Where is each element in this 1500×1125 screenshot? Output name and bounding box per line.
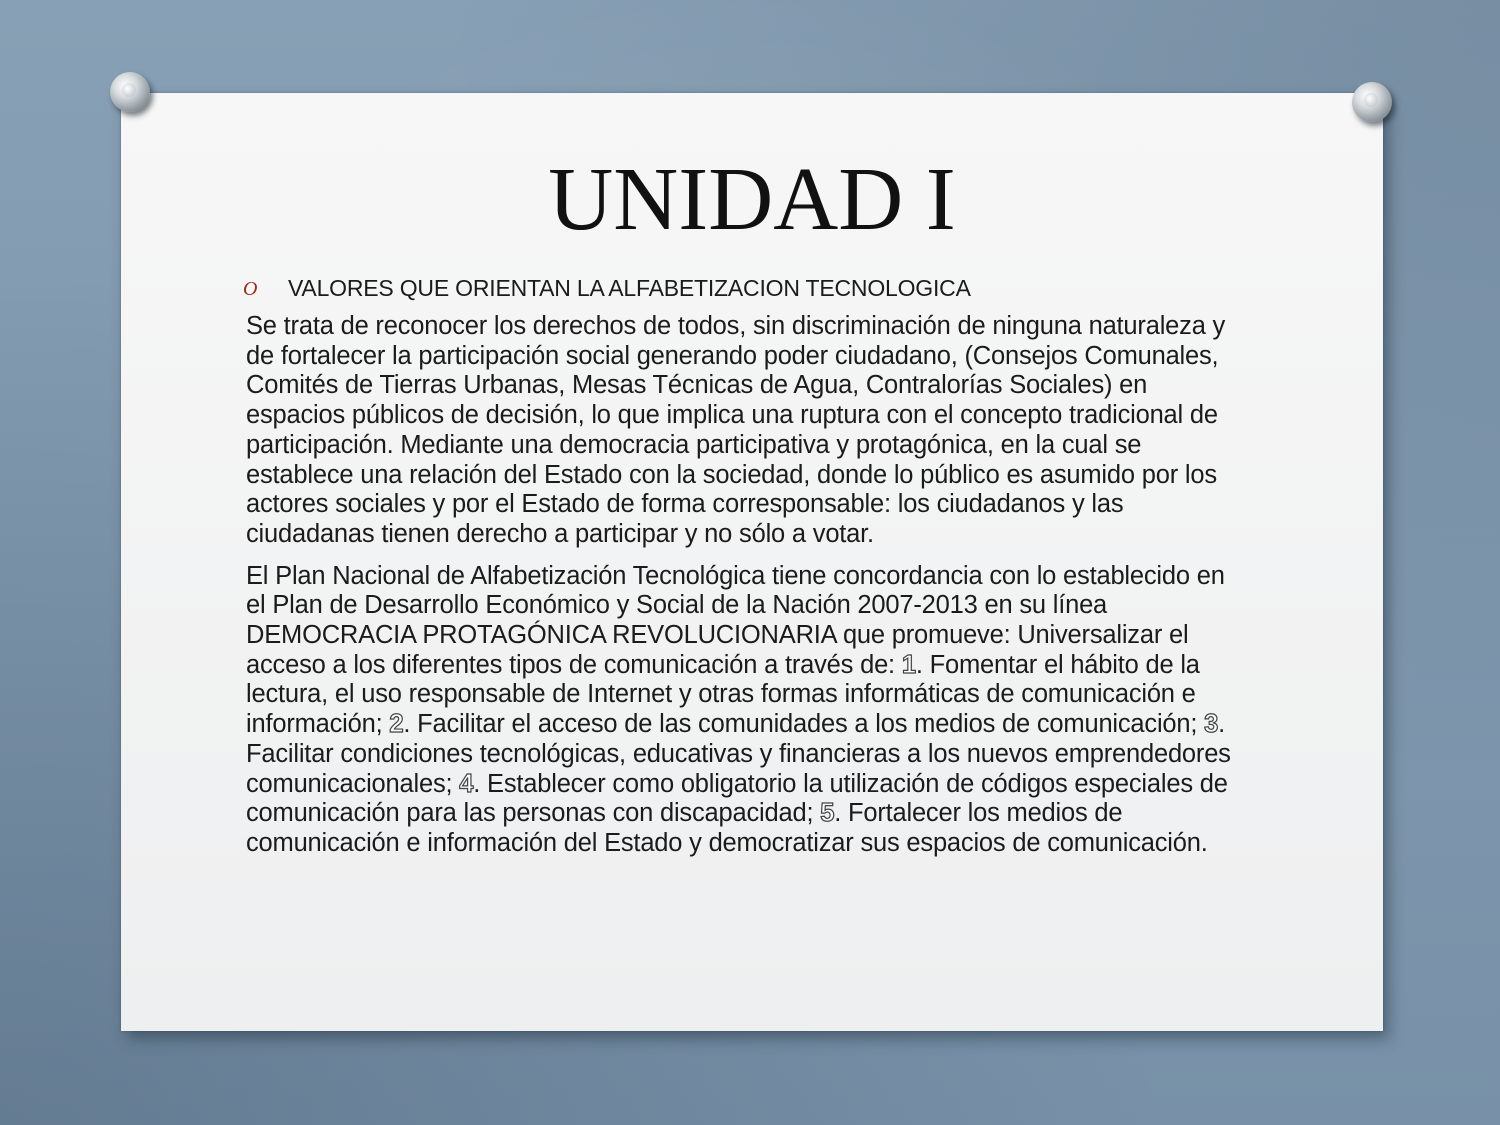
list-item-text: . Facilitar el acceso de las comunidades a los medios de comunicación; — [403, 710, 1205, 739]
pushpin-right-icon — [1352, 82, 1392, 122]
slide-title: UNIDAD I — [548, 150, 956, 249]
list-number: 3 — [1204, 710, 1219, 739]
paragraph-plan-intro: El Plan Nacional de Alfabetización Tecnológica tiene concordancia con lo establecido en el Plan de Desarrollo Económico y Social de la Nación 2007-2013 en su línea DEMOCRACIA PROTAGÓNICA REVOLUCIONARIA que promueve: Universalizar el acceso a los diferentes tipos de comunicación a través de: — [246, 561, 1225, 679]
list-number: 2 — [389, 710, 404, 739]
bullet-item — [243, 272, 1236, 304]
paragraph-plan — [246, 562, 1236, 859]
pushpin-left-icon — [110, 72, 150, 112]
list-item-text: . Facilitar condiciones tecnológicas, educativas y financieras a los nuevos emprendedores comunicacionales; — [246, 710, 1231, 798]
list-item-text: . Fomentar el hábito de la lectura, el uso responsable de Internet y otras formas informáticas de comunicación e información; — [246, 650, 1200, 739]
list-number: 4 — [459, 769, 474, 798]
slide-content — [243, 272, 1236, 871]
list-number: 5 — [820, 799, 835, 828]
paragraph-values: Se trata de reconocer los derechos de todos, sin discriminación de ninguna naturaleza y de fortalecer la participación social generando poder ciudadano, (Consejos Comunales, Comités de Tierras Urbanas, Mesas Técnicas de Agua, Contralorías Sociales) en espacios públicos de decisión, lo que implica una ruptura con el concepto tradicional de participación. Mediante una democracia participativa y protagónica, en la cual se establece una relación del Estado con la sociedad, donde lo público es asumido por los actores sociales y por el Estado de forma corresponsable: los ciudadanos y las ciudadanas tienen derecho a participar y no sólo a votar. — [246, 312, 1226, 548]
list-item-text: . Fortalecer los medios de comunicación e información del Estado y democratizar sus espacios de comunicación. — [246, 799, 1208, 857]
bullet-marker-icon: O — [243, 278, 258, 300]
bullet-text: VALORES QUE ORIENTAN LA ALFABETIZACION TECNOLOGICA — [288, 275, 971, 301]
list-item-text: . Establecer como obligatorio la utilización de códigos especiales de comunicación para las personas con discapacidad; — [246, 769, 1228, 828]
list-number: 1 — [901, 650, 916, 679]
